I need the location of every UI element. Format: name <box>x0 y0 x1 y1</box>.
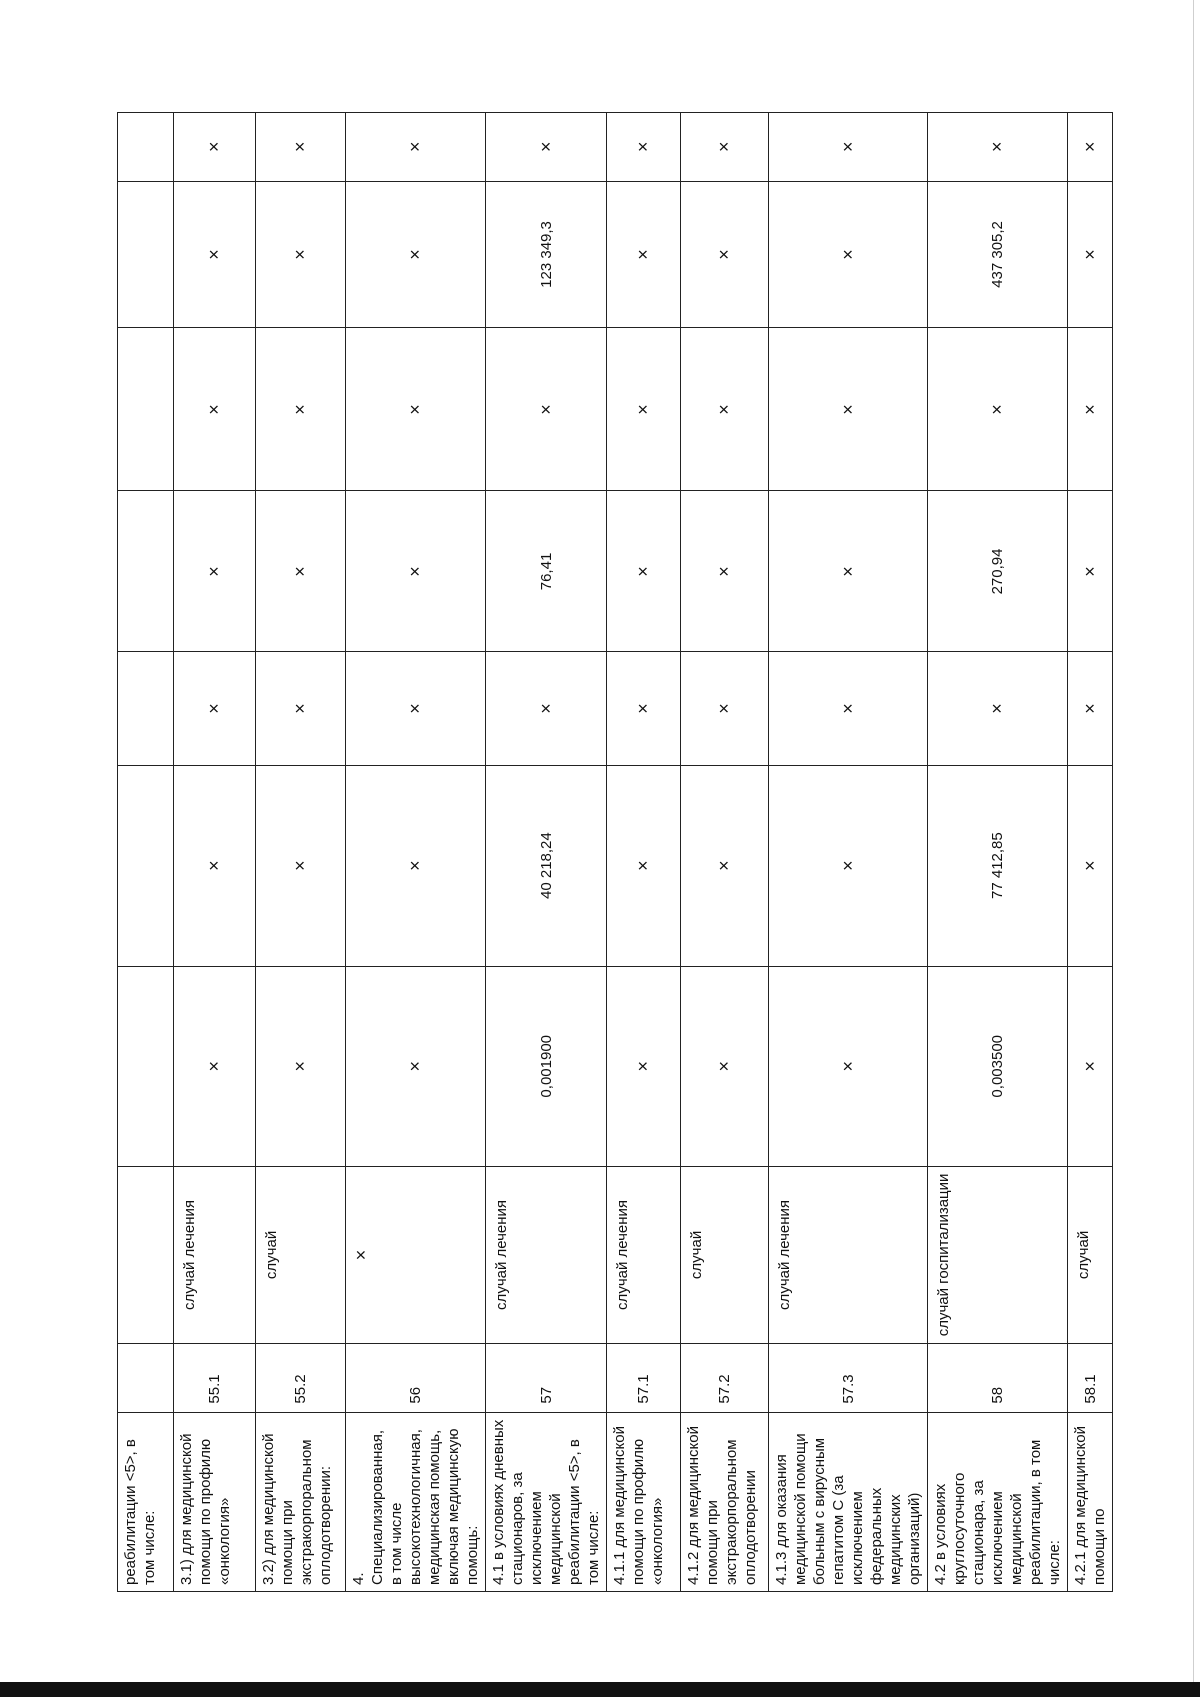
value-cell: случай лечения <box>607 1166 681 1343</box>
value-cell: × <box>681 966 769 1166</box>
value-cell: 0,003500 <box>928 966 1068 1166</box>
row-code-cell: 55.2 <box>256 1344 346 1413</box>
value-cell <box>118 491 174 652</box>
value-cell <box>118 328 174 491</box>
row-code-cell: 56 <box>346 1344 486 1413</box>
value-cell: × <box>681 652 769 765</box>
value-cell: × <box>346 966 486 1166</box>
value-cell: × <box>256 765 346 966</box>
scan-bottom-edge <box>0 1682 1200 1697</box>
row-name-cell: 4.2.1 для медицинской помощи по <box>1068 1412 1113 1591</box>
value-cell: × <box>1068 491 1113 652</box>
value-cell: × <box>928 113 1068 182</box>
value-cell: 76,41 <box>486 491 607 652</box>
row-name-cell: 4.1.3 для оказания медицинской помощи больным с вирусным гепатитом С (за исключением федеральных медицинских организаций) <box>769 1412 928 1591</box>
value-cell: × <box>681 765 769 966</box>
table-row <box>769 113 928 1592</box>
value-cell: × <box>174 652 256 765</box>
value-cell: × <box>1068 652 1113 765</box>
value-cell <box>118 652 174 765</box>
table-row <box>118 113 174 1592</box>
value-cell: × <box>346 328 486 491</box>
value-cell: × <box>174 966 256 1166</box>
value-cell: × <box>346 1166 486 1343</box>
row-name-cell: 4.2 в условиях круглосуточного стационара, за исключением медицинской реабилитации, в том числе: <box>928 1412 1068 1591</box>
value-cell: 77 412,85 <box>928 765 1068 966</box>
value-cell: случай <box>681 1166 769 1343</box>
value-cell: × <box>681 328 769 491</box>
value-cell: случай госпитализации <box>928 1166 1068 1343</box>
value-cell: × <box>928 328 1068 491</box>
row-code-cell: 58 <box>928 1344 1068 1413</box>
value-cell: × <box>607 765 681 966</box>
row-name-cell: 4.1 в условиях дневных стационаров, за исключением медицинской реабилитации <5>, в том числе: <box>486 1412 607 1591</box>
value-cell: случай лечения <box>486 1166 607 1343</box>
value-cell: × <box>174 765 256 966</box>
value-cell: × <box>256 652 346 765</box>
value-cell: × <box>174 491 256 652</box>
data-table <box>117 112 1113 1592</box>
value-cell: × <box>607 652 681 765</box>
value-cell: × <box>928 652 1068 765</box>
value-cell: × <box>346 765 486 966</box>
table-row <box>607 113 681 1592</box>
value-cell: × <box>769 765 928 966</box>
value-cell: × <box>607 328 681 491</box>
value-cell: 437 305,2 <box>928 181 1068 328</box>
value-cell: × <box>346 113 486 182</box>
value-cell: × <box>256 328 346 491</box>
value-cell: × <box>256 491 346 652</box>
value-cell: × <box>174 328 256 491</box>
value-cell: × <box>256 181 346 328</box>
value-cell: × <box>486 652 607 765</box>
row-name-cell: 3.1) для медицинской помощи по профилю «онкология» <box>174 1412 256 1591</box>
table-row <box>928 113 1068 1592</box>
table-row <box>256 113 346 1592</box>
value-cell: × <box>681 181 769 328</box>
value-cell: 40 218,24 <box>486 765 607 966</box>
page-right-edge <box>1193 0 1194 1697</box>
value-cell: случай лечения <box>174 1166 256 1343</box>
value-cell: × <box>256 966 346 1166</box>
value-cell: × <box>1068 966 1113 1166</box>
value-cell: × <box>486 328 607 491</box>
value-cell <box>118 1166 174 1343</box>
value-cell: × <box>1068 765 1113 966</box>
value-cell: 270,94 <box>928 491 1068 652</box>
value-cell: × <box>256 113 346 182</box>
rotated-page-content <box>117 112 1108 1592</box>
table-row <box>486 113 607 1592</box>
value-cell: 123 349,3 <box>486 181 607 328</box>
row-code-cell: 57.1 <box>607 1344 681 1413</box>
row-code-cell: 57 <box>486 1344 607 1413</box>
row-code-cell <box>118 1344 174 1413</box>
value-cell: × <box>607 181 681 328</box>
value-cell: × <box>1068 113 1113 182</box>
value-cell: × <box>769 491 928 652</box>
value-cell: случай <box>256 1166 346 1343</box>
value-cell: × <box>346 652 486 765</box>
value-cell <box>118 966 174 1166</box>
value-cell: × <box>769 966 928 1166</box>
value-cell: случай лечения <box>769 1166 928 1343</box>
value-cell: × <box>769 328 928 491</box>
value-cell: 0,001900 <box>486 966 607 1166</box>
table-row <box>174 113 256 1592</box>
value-cell <box>118 113 174 182</box>
value-cell <box>118 181 174 328</box>
row-code-cell: 55.1 <box>174 1344 256 1413</box>
value-cell: × <box>1068 181 1113 328</box>
row-name-cell: 4.1.1 для медицинской помощи по профилю «онкология» <box>607 1412 681 1591</box>
row-code-cell: 58.1 <box>1068 1344 1113 1413</box>
value-cell: × <box>769 113 928 182</box>
row-name-cell: 3.2) для медицинской помощи при экстракорпоральном оплодотворении: <box>256 1412 346 1591</box>
table-row <box>346 113 486 1592</box>
table-row <box>681 113 769 1592</box>
row-name-cell: 4. Специализированная, в том числе высокотехнологичная, медицинская помощь, включая медицинскую помощь: <box>346 1412 486 1591</box>
value-cell: × <box>346 181 486 328</box>
value-cell: × <box>486 113 607 182</box>
row-code-cell: 57.2 <box>681 1344 769 1413</box>
value-cell: × <box>607 491 681 652</box>
row-name-cell: 4.1.2 для медицинской помощи при экстракорпоральном оплодотворении <box>681 1412 769 1591</box>
value-cell: × <box>346 491 486 652</box>
value-cell: случай <box>1068 1166 1113 1343</box>
value-cell: × <box>769 181 928 328</box>
value-cell: × <box>607 966 681 1166</box>
value-cell: × <box>769 652 928 765</box>
value-cell: × <box>1068 328 1113 491</box>
value-cell: × <box>681 491 769 652</box>
table-row <box>1068 113 1113 1592</box>
value-cell: × <box>174 113 256 182</box>
value-cell: × <box>607 113 681 182</box>
value-cell <box>118 765 174 966</box>
row-name-cell: реабилитации <5>, в том числе: <box>118 1412 174 1591</box>
value-cell: × <box>174 181 256 328</box>
row-code-cell: 57.3 <box>769 1344 928 1413</box>
value-cell: × <box>681 113 769 182</box>
